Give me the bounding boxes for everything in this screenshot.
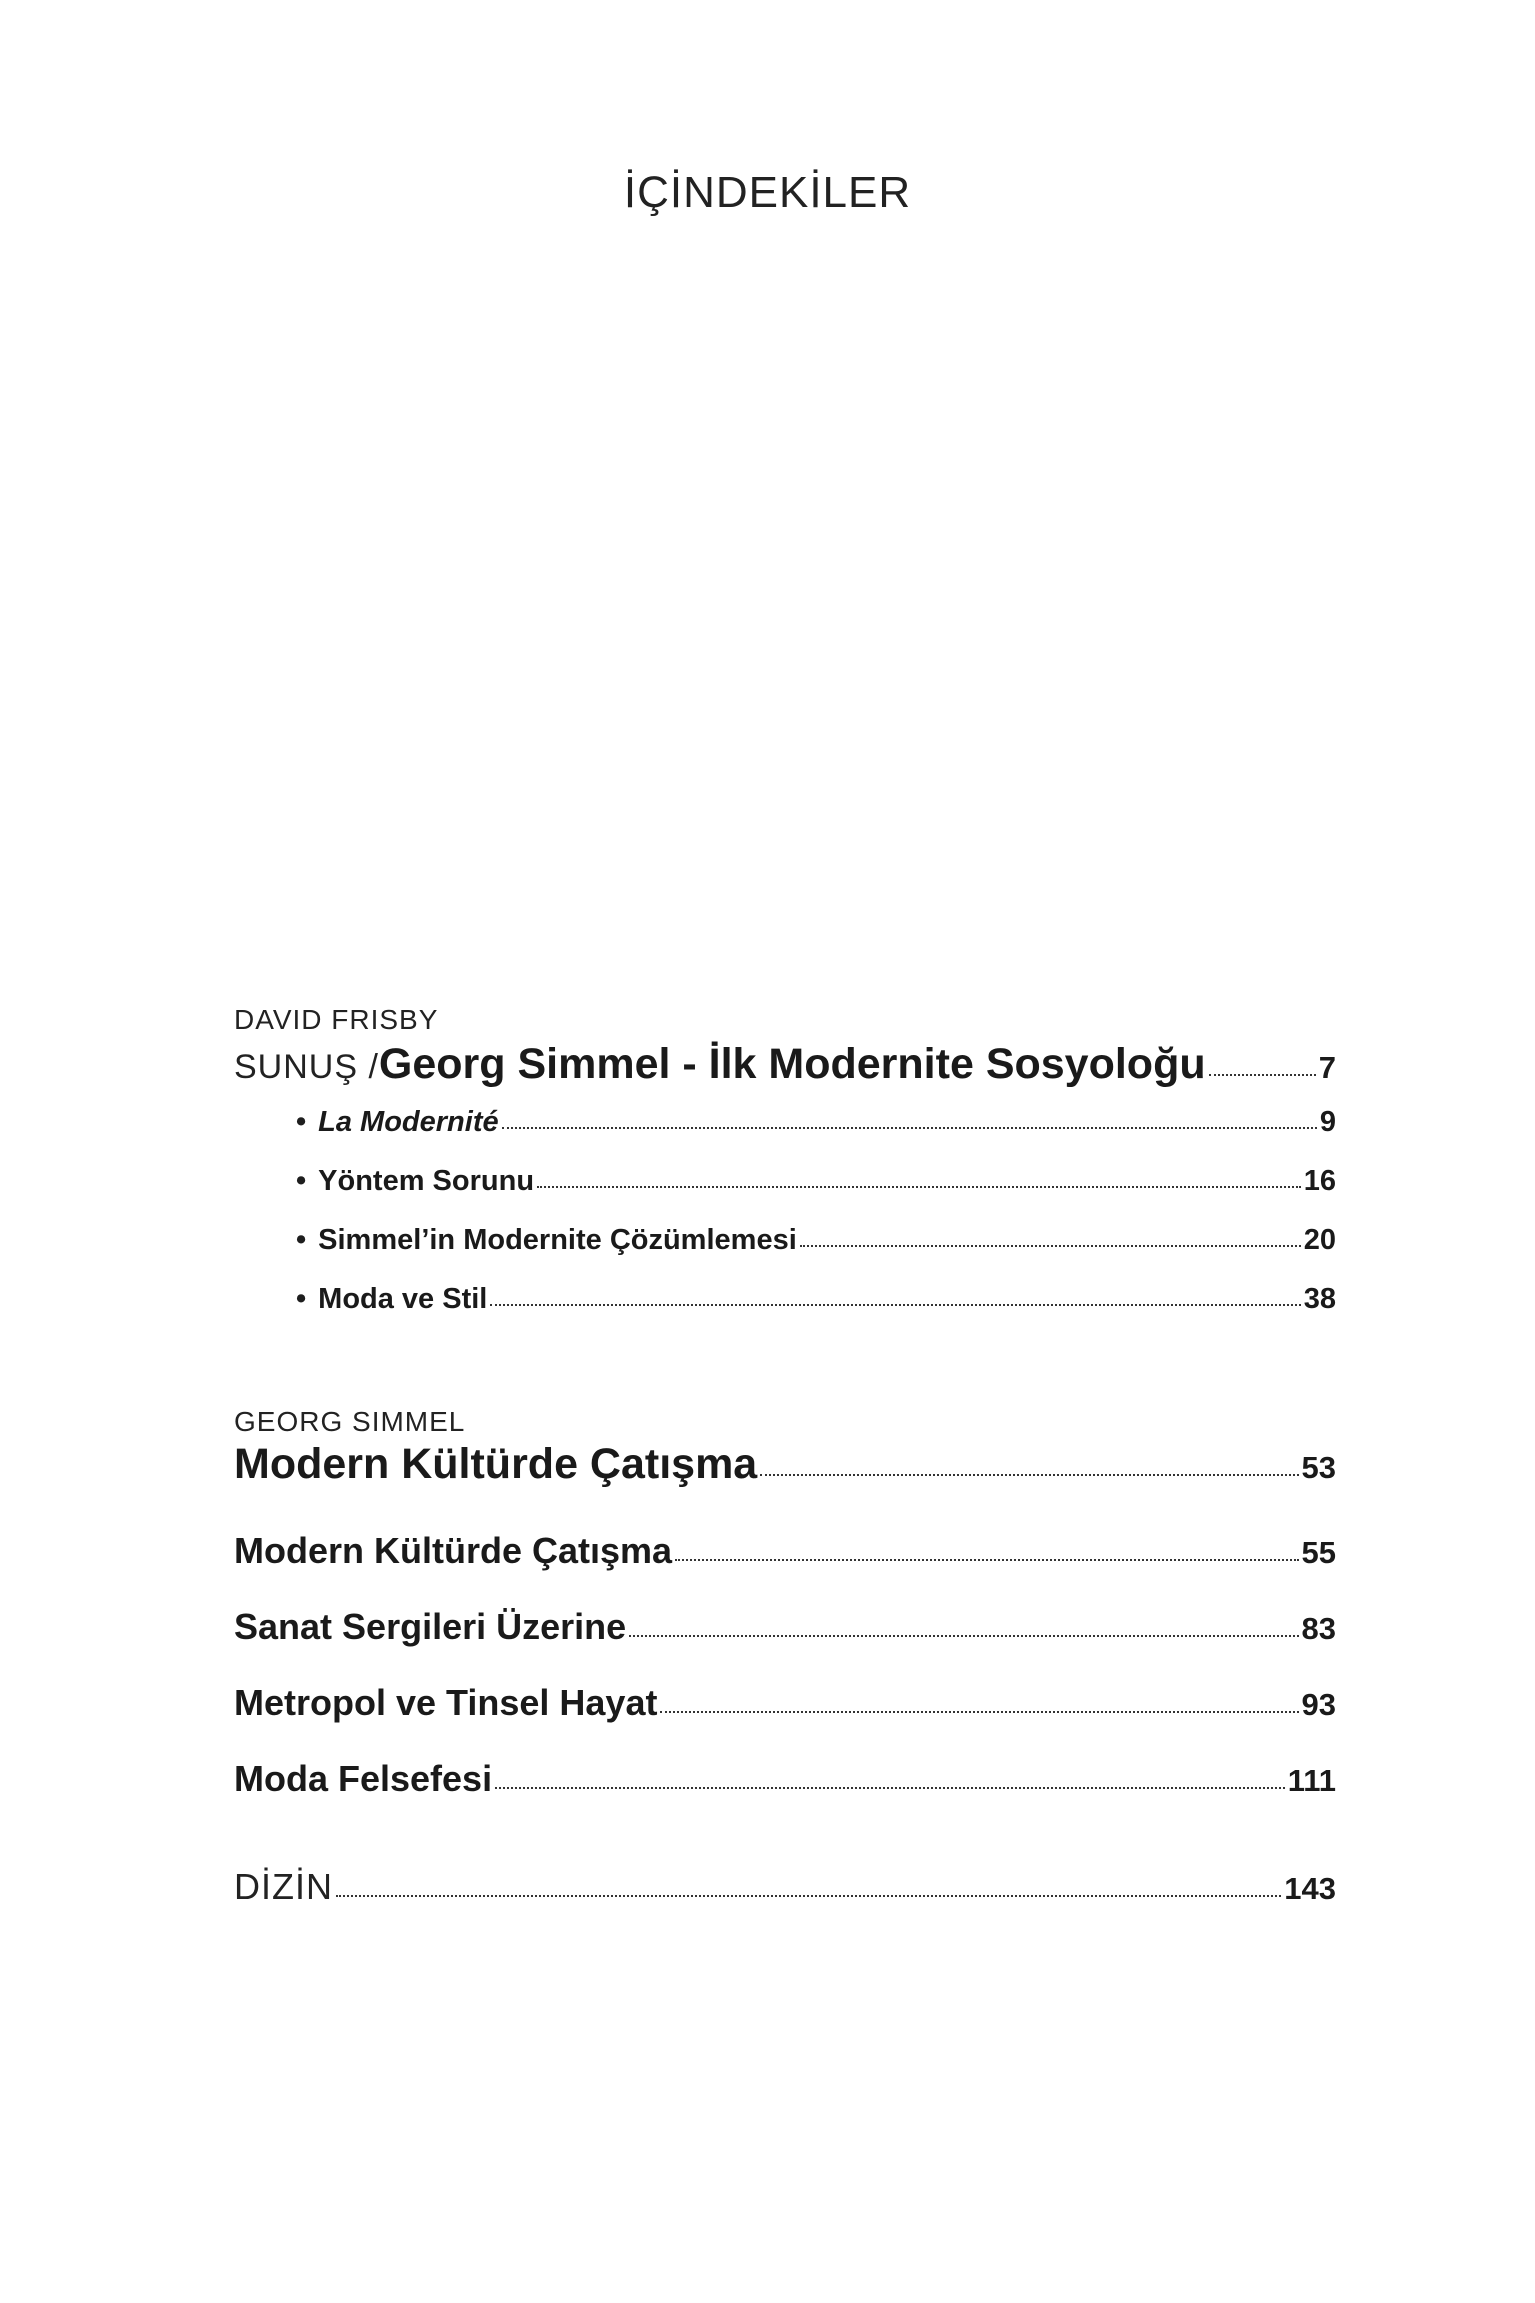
dot-leader — [490, 1304, 1300, 1306]
toc-entry-label: Sanat Sergileri Üzerine — [234, 1606, 627, 1647]
toc-entry-prefix: SUNUŞ / — [234, 1048, 379, 1086]
toc-entry-main[interactable] — [234, 1440, 1336, 1489]
bullet: • — [296, 1165, 307, 1197]
toc-entry-label: La Modernité — [318, 1106, 499, 1138]
dot-leader — [1209, 1074, 1316, 1076]
toc-entry[interactable] — [234, 1758, 1336, 1800]
toc-entry-page: 38 — [1303, 1283, 1336, 1315]
toc-entry-label: Georg Simmel - İlk Modernite Sosyoloğu — [378, 1040, 1206, 1088]
toc-entry-label: Moda ve Stil — [318, 1283, 488, 1315]
dot-leader — [629, 1635, 1298, 1637]
bullet: • — [296, 1224, 307, 1256]
toc-entry[interactable] — [234, 1682, 1336, 1724]
toc-entry-sunus[interactable] — [234, 1040, 1336, 1089]
toc-entry-page: 7 — [1318, 1050, 1336, 1085]
toc-entry-label: Modern Kültürde Çatışma — [234, 1440, 758, 1488]
toc-entry-page: 16 — [1303, 1165, 1336, 1197]
dot-leader — [495, 1787, 1285, 1789]
page-title: İÇİNDEKİLER — [623, 168, 912, 217]
toc-entry[interactable] — [234, 1606, 1336, 1648]
toc-entry-page: 9 — [1319, 1106, 1336, 1138]
dot-leader — [336, 1895, 1281, 1897]
toc-entry-label: Metropol ve Tinsel Hayat — [234, 1682, 658, 1723]
dot-leader — [537, 1186, 1301, 1188]
dot-leader — [502, 1127, 1317, 1129]
toc-subentry[interactable] — [296, 1106, 1336, 1139]
toc-entry-page: 53 — [1301, 1450, 1336, 1485]
bullet: • — [296, 1106, 307, 1138]
toc-entry-page: 93 — [1301, 1687, 1336, 1722]
dot-leader — [760, 1474, 1298, 1476]
toc-entry-page: 111 — [1287, 1763, 1336, 1798]
toc-subentry[interactable] — [296, 1283, 1336, 1316]
toc-subentry[interactable] — [296, 1165, 1336, 1198]
toc-entry-page: 143 — [1284, 1871, 1336, 1906]
toc-entry-label: Moda Felsefesi — [234, 1758, 493, 1799]
bullet: • — [296, 1283, 307, 1315]
toc-entry-label: Yöntem Sorunu — [318, 1165, 535, 1197]
toc-entry[interactable] — [234, 1530, 1336, 1572]
section-author-simmel: GEORG SIMMEL — [234, 1406, 466, 1437]
toc-entry-label: Modern Kültürde Çatışma — [234, 1530, 673, 1571]
toc-entry-page: 20 — [1303, 1224, 1336, 1256]
toc-entry-label: DİZİN — [234, 1866, 333, 1907]
toc-entry-index[interactable] — [234, 1866, 1336, 1908]
toc-entry-page: 55 — [1301, 1535, 1336, 1570]
dot-leader — [660, 1711, 1298, 1713]
dot-leader — [675, 1559, 1298, 1561]
toc-subentry[interactable] — [296, 1224, 1336, 1257]
toc-entry-label: Simmel’in Modernite Çözümlemesi — [318, 1224, 797, 1256]
dot-leader — [800, 1245, 1301, 1247]
section-author-frisby: DAVID FRISBY — [234, 1004, 439, 1035]
toc-entry-page: 83 — [1301, 1611, 1336, 1646]
